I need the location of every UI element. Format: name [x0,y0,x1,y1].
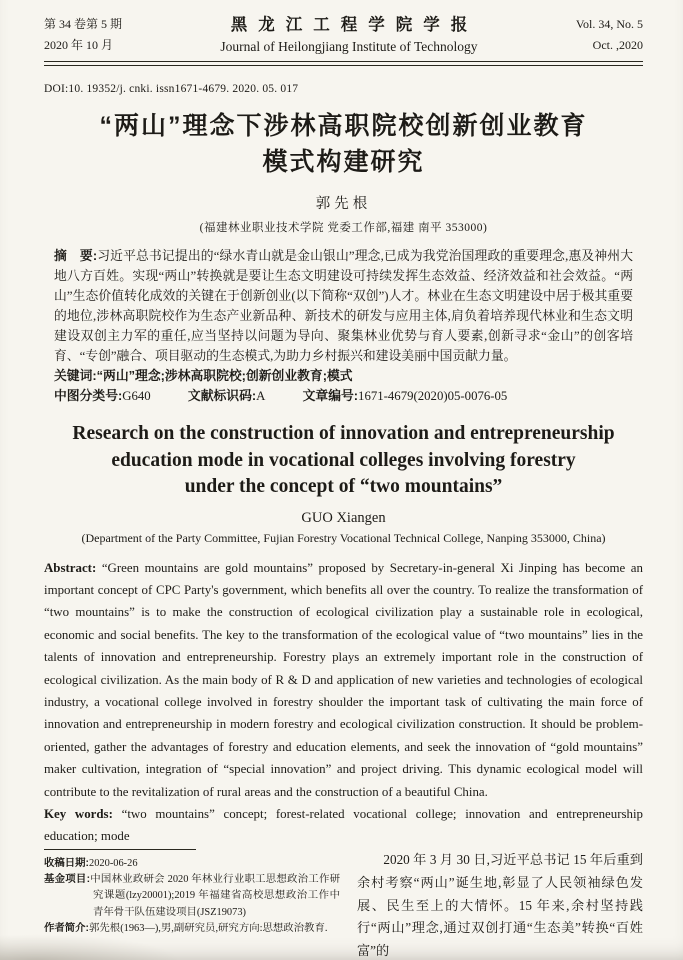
footnote-block [44,849,340,960]
body-paragraph: 2020 年 3 月 30 日,习近平总书记 15 年后重到余村考察“两山”诞生地,彰显了人民领袖绿色发展、民生至上的大情怀。15 年来,余村坚持践行“两山”理念,通过双创打通“生态美”转换“百姓富”的 [357,852,643,959]
abstract-block-cn [44,246,643,406]
author-affiliation-en: (Department of the Party Committee, Fujian Forestry Vocational Technical College, Nanping 353000, China) [81,530,606,545]
fund-value: 中国林业政研会 2020 年林业行业职工思想政治工作研究课题(lzy20001);2019 年福建省高校思想政治工作中青年骨干队伍建设项目(JSZ19073) [90,874,340,918]
clc-value: G640 [122,389,151,403]
article-title-en-line2: education mode in vocational colleges involving forestry [111,449,576,471]
issue-number-cn: 第 34 卷第 5 期 [44,17,123,31]
bottom-two-column-area [44,849,643,960]
journal-masthead [44,14,643,58]
masthead-issue-block-cn [44,14,122,56]
bio-label: 作者简介: [44,922,90,934]
article-title-en [44,421,643,501]
doc-code-label: 文献标识码: [187,388,257,403]
article-no-value: 1671-4679(2020)05-0076-05 [358,389,508,403]
masthead-journal-block [122,14,576,58]
article-no-label: 文章编号: [302,388,359,403]
abstract-text-cn: 习近平总书记提出的“绿水青山就是金山银山”理念,已成为我党治国理政的重要理念,惠及神州大地八方百姓。实现“两山”转换就是要让生态文明建设可持续发挥生态效益、经济效益和社会效益。“两山”生态价值转化成效的关键在于创新创业(以下简称“双创”)人才。林业在生态文明建设中居于极其重要的地位,涉林高职院校作为生态产业新品种、新技术的研发与应用主体,肩负着培养现代林业和生态文明建设双创主力军的重任,应当坚持以问题为导向、聚集林业优势与育人要素,创新寻求“金山”的创客培育、“专创”融合、项目驱动的生态模式,为助力乡村振兴和建设美丽中国贡献力量。 [54,249,634,363]
abstract-label-en: Abstract: [44,560,97,575]
keywords-line-en [44,803,643,848]
abstract-label-cn: 摘 要: [54,248,98,263]
issue-date-cn: 2020 年 10 月 [44,38,114,52]
article-title-cn-line2: 模式构建研究 [262,148,425,176]
doc-code-value: A [256,389,266,403]
article-title-cn [44,108,643,180]
author-name-en: GUO Xiangen [301,509,386,526]
journal-name-en: Journal of Heilongjiang Institute of Technology [220,39,478,54]
doc-code-pair [188,389,266,403]
issue-number-en: Vol. 34, No. 5 [575,17,643,31]
received-value: 2020-06-26 [89,858,138,869]
article-title-en-line1: Research on the construction of innovation and entrepreneurship [72,423,615,444]
classification-line [54,386,633,406]
article-title-cn-line1: “两山”理念下涉林高职院校创新创业教育 [99,112,588,140]
clc-pair [54,389,151,403]
author-name-cn: 郭先根 [315,196,372,212]
footnote-received [44,856,340,872]
keywords-line-cn [54,366,633,386]
abstract-text-en: “Green mountains are gold mountains” proposed by Secretary-in-general Xi Jinping has become an important concept of CPC Party's government, which benefits all over the country. To realize the transformation of “two mountains” is to make the construction of ecological civilization play a sustainable role in ecological, economic and social benefits. The key to the transformation of the ecological value of “two mountains” lies in the talents of innovation and entrepreneurship. Forestry plays an extremely important role in the construction of ecological civilization. As the main body of R & D and application of new varieties and technologies of ecological industry, a vocational college involved in forestry shoulder the important task of cultivating the main force of innovation and entrepreneurship in modern forestry and ecological civilization construction. It should be problem-oriented, gather the advantages of forestry and education elements, and seek the innovation of “gold mountains” maker cultivation, integration of “special innovation” and project driving. This dynamic ecological model will contribute to the revitalization of rural areas and the construction of a beautiful China. [44,560,643,799]
article-no-pair [303,389,508,403]
article-title-en-line3: under the concept of “two mountains” [184,476,503,497]
masthead-double-rule [44,61,643,66]
footnote-fund [44,872,340,921]
bio-value: 郭先根(1963—),男,副研究员,研究方向:思想政治教育. [89,922,328,934]
keywords-text-cn: “两山”理念;涉林高职院校;创新创业教育;模式 [96,368,353,383]
article-body-column [357,849,643,960]
masthead-issue-block-en [576,14,643,56]
footnote-rule [44,849,196,850]
author-affiliation-cn: (福建林业职业技术学院 党委工作部,福建 南平 353000) [199,222,488,234]
clc-label: 中图分类号: [54,388,123,403]
keywords-label-cn: 关键词: [54,368,97,383]
fund-label: 基金项目: [44,874,91,886]
received-label: 收稿日期: [44,858,90,869]
doi-line: DOI:10. 19352/j. cnki. issn1671-4679. 2020. 05. 017 [44,83,299,95]
keywords-label-en: Key words: [44,806,113,821]
abstract-cn [54,246,633,366]
abstract-en [44,557,643,803]
issue-date-en: Oct. ,2020 [592,38,643,52]
journal-name-cn: 黑龙江工程学院学报 [230,15,479,34]
footnote-author-bio [44,921,340,937]
keywords-text-en: “two mountains” concept; forest-related vocational college; innovation and entrepreneurship education; mode [44,806,644,844]
